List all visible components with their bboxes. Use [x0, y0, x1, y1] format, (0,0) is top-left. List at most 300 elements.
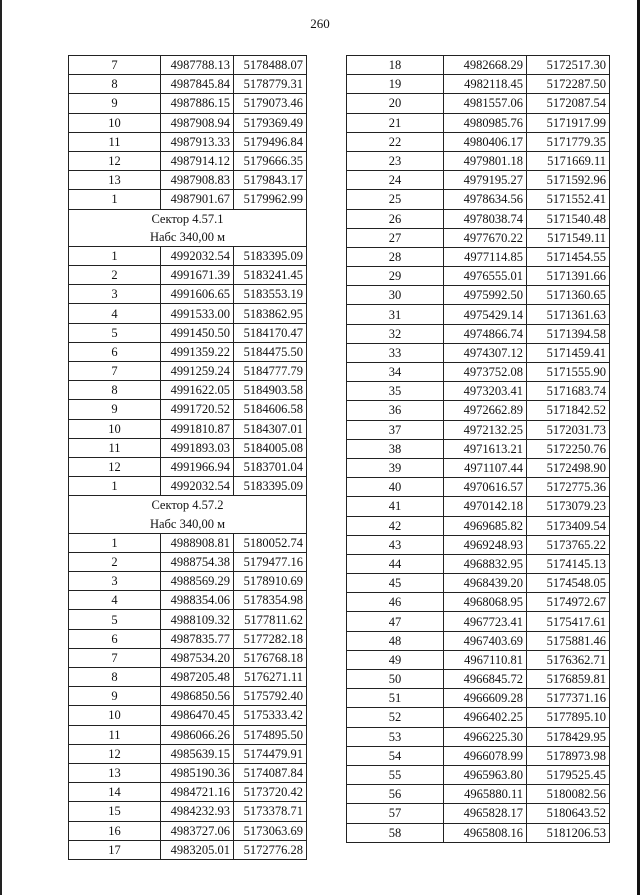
table-row [347, 324, 610, 343]
point-number: 6 [69, 342, 161, 361]
point-number: 6 [69, 629, 161, 648]
coordinate-x: 4987886.15 [161, 94, 234, 113]
coordinate-x: 4987788.13 [161, 56, 234, 75]
coordinate-x: 4982668.29 [444, 56, 527, 75]
coordinate-x: 4988354.06 [161, 591, 234, 610]
coordinate-y: 5177282.18 [234, 629, 307, 648]
point-number: 30 [347, 286, 444, 305]
coordinate-x: 4992032.54 [161, 477, 234, 496]
coordinate-y: 5171540.48 [527, 209, 610, 228]
coordinate-y: 5183553.19 [234, 285, 307, 304]
table-row [347, 75, 610, 94]
point-number: 10 [69, 113, 161, 132]
coordinate-y: 5183862.95 [234, 304, 307, 323]
coordinate-x: 4976555.01 [444, 267, 527, 286]
table-row [347, 401, 610, 420]
point-number: 27 [347, 228, 444, 247]
scan-edge-left [0, 0, 2, 895]
coordinate-y: 5175792.40 [234, 687, 307, 706]
coordinate-x: 4986470.45 [161, 706, 234, 725]
coordinate-x: 4966078.99 [444, 746, 527, 765]
table-row [69, 477, 307, 496]
point-number: 35 [347, 382, 444, 401]
point-number: 19 [347, 75, 444, 94]
coordinate-y: 5172498.90 [527, 458, 610, 477]
coordinate-y: 5171842.52 [527, 401, 610, 420]
point-number: 46 [347, 593, 444, 612]
table-row [69, 744, 307, 763]
point-number: 24 [347, 171, 444, 190]
coordinate-y: 5179369.49 [234, 113, 307, 132]
coordinate-x: 4967110.81 [444, 650, 527, 669]
point-number: 41 [347, 497, 444, 516]
coordinate-y: 5175881.46 [527, 631, 610, 650]
table-row [347, 151, 610, 170]
coordinate-x: 4991606.65 [161, 285, 234, 304]
point-number: 25 [347, 190, 444, 209]
coordinate-x: 4969248.93 [444, 535, 527, 554]
point-number: 58 [347, 823, 444, 842]
point-number: 20 [347, 94, 444, 113]
point-number: 52 [347, 708, 444, 727]
coordinate-x: 4991259.24 [161, 362, 234, 381]
point-number: 16 [69, 821, 161, 840]
table-row [69, 171, 307, 190]
coordinate-x: 4972132.25 [444, 420, 527, 439]
point-number: 26 [347, 209, 444, 228]
coordinate-x: 4988569.29 [161, 572, 234, 591]
table-row [69, 533, 307, 552]
table-row [69, 285, 307, 304]
point-number: 1 [69, 190, 161, 209]
coordinate-x: 4987914.12 [161, 151, 234, 170]
point-number: 12 [69, 744, 161, 763]
table-row [347, 612, 610, 631]
point-number: 40 [347, 478, 444, 497]
point-number: 9 [69, 687, 161, 706]
table-row [69, 362, 307, 381]
coordinate-y: 5176768.18 [234, 648, 307, 667]
coordinate-y: 5176859.81 [527, 670, 610, 689]
coordinate-y: 5178488.07 [234, 56, 307, 75]
coordinate-x: 4974307.12 [444, 343, 527, 362]
coordinate-x: 4987835.77 [161, 629, 234, 648]
table-row [69, 304, 307, 323]
coordinate-x: 4987845.84 [161, 75, 234, 94]
point-number: 14 [69, 783, 161, 802]
table-row [69, 802, 307, 821]
coordinate-y: 5179962.99 [234, 190, 307, 209]
table-row [347, 286, 610, 305]
coordinate-x: 4991810.87 [161, 419, 234, 438]
coordinate-y: 5171917.99 [527, 113, 610, 132]
coordinate-x: 4984232.93 [161, 802, 234, 821]
coordinate-y: 5174087.84 [234, 763, 307, 782]
point-number: 4 [69, 304, 161, 323]
sector-height-row [69, 515, 307, 534]
table-row [347, 113, 610, 132]
point-number: 7 [69, 56, 161, 75]
point-number: 5 [69, 323, 161, 342]
coordinate-x: 4980985.76 [444, 113, 527, 132]
page-number: 260 [310, 16, 330, 31]
point-number: 32 [347, 324, 444, 343]
table-row [347, 209, 610, 228]
point-number: 42 [347, 516, 444, 535]
coordinate-y: 5172517.30 [527, 56, 610, 75]
point-number: 1 [69, 533, 161, 552]
point-number: 54 [347, 746, 444, 765]
coordinate-y: 5174972.67 [527, 593, 610, 612]
coordinate-y: 5178910.69 [234, 572, 307, 591]
coordinate-x: 4991720.52 [161, 400, 234, 419]
table-row [69, 629, 307, 648]
coordinate-y: 5181206.53 [527, 823, 610, 842]
coordinate-y: 5179496.84 [234, 132, 307, 151]
table-row [69, 610, 307, 629]
table-row [347, 478, 610, 497]
coordinate-y: 5184307.01 [234, 419, 307, 438]
point-number: 9 [69, 400, 161, 419]
table-row [347, 267, 610, 286]
point-number: 17 [69, 840, 161, 859]
coordinate-x: 4984721.16 [161, 783, 234, 802]
coordinate-y: 5172287.50 [527, 75, 610, 94]
point-number: 50 [347, 670, 444, 689]
coordinate-x: 4965808.16 [444, 823, 527, 842]
table-row [347, 689, 610, 708]
table-row [347, 554, 610, 573]
point-number: 15 [69, 802, 161, 821]
table-row [69, 438, 307, 457]
coordinate-y: 5174479.91 [234, 744, 307, 763]
point-number: 12 [69, 151, 161, 170]
table-row [347, 593, 610, 612]
table-row [347, 94, 610, 113]
coordinate-x: 4987908.83 [161, 171, 234, 190]
coordinate-x: 4980406.17 [444, 132, 527, 151]
table-row [69, 94, 307, 113]
point-number: 47 [347, 612, 444, 631]
point-number: 10 [69, 419, 161, 438]
table-row [69, 113, 307, 132]
table-row [69, 419, 307, 438]
point-number: 33 [347, 343, 444, 362]
point-number: 8 [69, 75, 161, 94]
coordinate-y: 5172250.76 [527, 439, 610, 458]
coordinate-y: 5171552.41 [527, 190, 610, 209]
coordinate-x: 4979195.27 [444, 171, 527, 190]
sector-name: Сектор 4.57.1 [69, 209, 307, 228]
coordinate-y: 5173063.69 [234, 821, 307, 840]
coordinate-y: 5183395.09 [234, 246, 307, 265]
table-row [347, 190, 610, 209]
table-row [347, 650, 610, 669]
point-number: 31 [347, 305, 444, 324]
point-number: 8 [69, 381, 161, 400]
coordinate-y: 5171394.58 [527, 324, 610, 343]
table-row [347, 631, 610, 650]
table-row [347, 823, 610, 842]
coordinate-y: 5174548.05 [527, 574, 610, 593]
coordinate-y: 5171459.41 [527, 343, 610, 362]
table-row [347, 132, 610, 151]
table-row [347, 708, 610, 727]
coordinate-y: 5175333.42 [234, 706, 307, 725]
table-row [347, 535, 610, 554]
coordinate-y: 5174145.13 [527, 554, 610, 573]
sector-height-row [69, 228, 307, 247]
point-number: 38 [347, 439, 444, 458]
point-number: 10 [69, 706, 161, 725]
table-row [69, 323, 307, 342]
table-row [69, 246, 307, 265]
table-row [69, 783, 307, 802]
coordinate-y: 5171360.65 [527, 286, 610, 305]
coordinate-x: 4981557.06 [444, 94, 527, 113]
point-number: 8 [69, 668, 161, 687]
point-number: 2 [69, 552, 161, 571]
coordinates-table-left [68, 55, 307, 860]
coordinate-x: 4986066.26 [161, 725, 234, 744]
table-row [347, 516, 610, 535]
coordinate-x: 4985190.36 [161, 763, 234, 782]
coordinate-y: 5172776.28 [234, 840, 307, 859]
point-number: 48 [347, 631, 444, 650]
coordinate-x: 4979801.18 [444, 151, 527, 170]
coordinate-y: 5178354.98 [234, 591, 307, 610]
coordinate-x: 4968068.95 [444, 593, 527, 612]
coordinate-x: 4978634.56 [444, 190, 527, 209]
coordinate-y: 5172087.54 [527, 94, 610, 113]
table-row [69, 266, 307, 285]
coordinate-y: 5176271.11 [234, 668, 307, 687]
coordinate-x: 4988754.38 [161, 552, 234, 571]
point-number: 1 [69, 246, 161, 265]
point-number: 28 [347, 247, 444, 266]
coordinate-y: 5179073.46 [234, 94, 307, 113]
table-row [69, 132, 307, 151]
coordinate-x: 4966845.72 [444, 670, 527, 689]
coordinate-x: 4966225.30 [444, 727, 527, 746]
coordinate-x: 4971107.44 [444, 458, 527, 477]
table-row [69, 400, 307, 419]
table-row [69, 687, 307, 706]
point-number: 3 [69, 572, 161, 591]
coordinate-x: 4978038.74 [444, 209, 527, 228]
coordinate-x: 4991893.03 [161, 438, 234, 457]
table-row [347, 420, 610, 439]
coordinate-x: 4971613.21 [444, 439, 527, 458]
coordinate-x: 4973752.08 [444, 363, 527, 382]
point-number: 11 [69, 438, 161, 457]
coordinate-x: 4982118.45 [444, 75, 527, 94]
point-number: 13 [69, 763, 161, 782]
table-row [347, 228, 610, 247]
coordinate-y: 5178779.31 [234, 75, 307, 94]
point-number: 53 [347, 727, 444, 746]
coordinate-y: 5176362.71 [527, 650, 610, 669]
table-row [69, 591, 307, 610]
coordinate-y: 5183701.04 [234, 457, 307, 476]
coordinate-x: 4970616.57 [444, 478, 527, 497]
table-row [347, 458, 610, 477]
coordinate-x: 4987901.67 [161, 190, 234, 209]
coordinate-y: 5179843.17 [234, 171, 307, 190]
point-number: 45 [347, 574, 444, 593]
coordinate-y: 5173765.22 [527, 535, 610, 554]
point-number: 11 [69, 132, 161, 151]
coordinate-y: 5172031.73 [527, 420, 610, 439]
table-row [347, 56, 610, 75]
coordinate-x: 4977114.85 [444, 247, 527, 266]
coordinate-y: 5184005.08 [234, 438, 307, 457]
coordinate-x: 4977670.22 [444, 228, 527, 247]
coordinate-x: 4988908.81 [161, 533, 234, 552]
table-row [69, 75, 307, 94]
table-row [347, 574, 610, 593]
coordinate-x: 4965963.80 [444, 765, 527, 784]
coordinate-y: 5177811.62 [234, 610, 307, 629]
coordinate-y: 5171555.90 [527, 363, 610, 382]
table-row [69, 821, 307, 840]
coordinate-x: 4988109.32 [161, 610, 234, 629]
point-number: 43 [347, 535, 444, 554]
sector-height: Набс 340,00 м [69, 515, 307, 534]
point-number: 18 [347, 56, 444, 75]
coordinate-y: 5171361.63 [527, 305, 610, 324]
table-row [347, 171, 610, 190]
point-number: 56 [347, 785, 444, 804]
point-number: 22 [347, 132, 444, 151]
coordinate-x: 4966402.25 [444, 708, 527, 727]
point-number: 5 [69, 610, 161, 629]
coordinate-y: 5171592.96 [527, 171, 610, 190]
point-number: 21 [347, 113, 444, 132]
coordinate-y: 5175417.61 [527, 612, 610, 631]
table-row [347, 382, 610, 401]
coordinate-x: 4992032.54 [161, 246, 234, 265]
table-row [69, 725, 307, 744]
coordinate-x: 4991359.22 [161, 342, 234, 361]
coordinate-y: 5171391.66 [527, 267, 610, 286]
point-number: 13 [69, 171, 161, 190]
coordinate-x: 4969685.82 [444, 516, 527, 535]
coordinate-y: 5183241.45 [234, 266, 307, 285]
point-number: 11 [69, 725, 161, 744]
table-row [69, 190, 307, 209]
coordinate-y: 5179525.45 [527, 765, 610, 784]
table-row [69, 56, 307, 75]
coordinate-x: 4966609.28 [444, 689, 527, 708]
point-number: 36 [347, 401, 444, 420]
table-row [69, 668, 307, 687]
coordinate-y: 5173409.54 [527, 516, 610, 535]
point-number: 1 [69, 477, 161, 496]
coordinates-table-right [346, 55, 610, 843]
table-row [347, 363, 610, 382]
point-number: 37 [347, 420, 444, 439]
coordinate-x: 4991966.94 [161, 457, 234, 476]
coordinate-y: 5172775.36 [527, 478, 610, 497]
coordinate-x: 4974866.74 [444, 324, 527, 343]
coordinate-x: 4967403.69 [444, 631, 527, 650]
coordinate-x: 4967723.41 [444, 612, 527, 631]
coordinate-x: 4983205.01 [161, 840, 234, 859]
sector-height: Набс 340,00 м [69, 228, 307, 247]
coordinate-x: 4973203.41 [444, 382, 527, 401]
table-row [347, 804, 610, 823]
coordinate-x: 4991450.50 [161, 323, 234, 342]
coordinate-y: 5183395.09 [234, 477, 307, 496]
coordinate-x: 4972662.89 [444, 401, 527, 420]
coordinate-y: 5184606.58 [234, 400, 307, 419]
coordinate-x: 4987908.94 [161, 113, 234, 132]
point-number: 39 [347, 458, 444, 477]
point-number: 3 [69, 285, 161, 304]
coordinate-y: 5184777.79 [234, 362, 307, 381]
table-row [347, 247, 610, 266]
table-row [69, 457, 307, 476]
point-number: 55 [347, 765, 444, 784]
table-row [347, 785, 610, 804]
table-row [347, 343, 610, 362]
coordinate-y: 5178429.95 [527, 727, 610, 746]
sector-header-row [69, 496, 307, 515]
point-number: 29 [347, 267, 444, 286]
point-number: 57 [347, 804, 444, 823]
coordinate-x: 4991533.00 [161, 304, 234, 323]
point-number: 49 [347, 650, 444, 669]
table-row [347, 497, 610, 516]
coordinate-y: 5171779.35 [527, 132, 610, 151]
coordinate-y: 5184475.50 [234, 342, 307, 361]
point-number: 2 [69, 266, 161, 285]
coordinate-y: 5173720.42 [234, 783, 307, 802]
sector-header-row [69, 209, 307, 228]
point-number: 9 [69, 94, 161, 113]
coordinate-x: 4991671.39 [161, 266, 234, 285]
coordinate-y: 5173079.23 [527, 497, 610, 516]
coordinate-x: 4968832.95 [444, 554, 527, 573]
table-row [69, 763, 307, 782]
table-row [69, 840, 307, 859]
coordinate-y: 5179666.35 [234, 151, 307, 170]
coordinate-x: 4986850.56 [161, 687, 234, 706]
table-row [347, 746, 610, 765]
point-number: 7 [69, 362, 161, 381]
table-row [69, 706, 307, 725]
coordinate-y: 5173378.71 [234, 802, 307, 821]
coordinate-y: 5180082.56 [527, 785, 610, 804]
point-number: 51 [347, 689, 444, 708]
coordinate-y: 5184170.47 [234, 323, 307, 342]
coordinate-y: 5180052.74 [234, 533, 307, 552]
coordinate-x: 4991622.05 [161, 381, 234, 400]
coordinate-y: 5171683.74 [527, 382, 610, 401]
table-row [347, 670, 610, 689]
point-number: 4 [69, 591, 161, 610]
table-row [69, 381, 307, 400]
coordinate-y: 5184903.58 [234, 381, 307, 400]
coordinate-x: 4987913.33 [161, 132, 234, 151]
coordinate-x: 4975429.14 [444, 305, 527, 324]
coordinate-x: 4975992.50 [444, 286, 527, 305]
table-row [69, 342, 307, 361]
table-row [69, 151, 307, 170]
coordinate-y: 5180643.52 [527, 804, 610, 823]
table-row [347, 439, 610, 458]
